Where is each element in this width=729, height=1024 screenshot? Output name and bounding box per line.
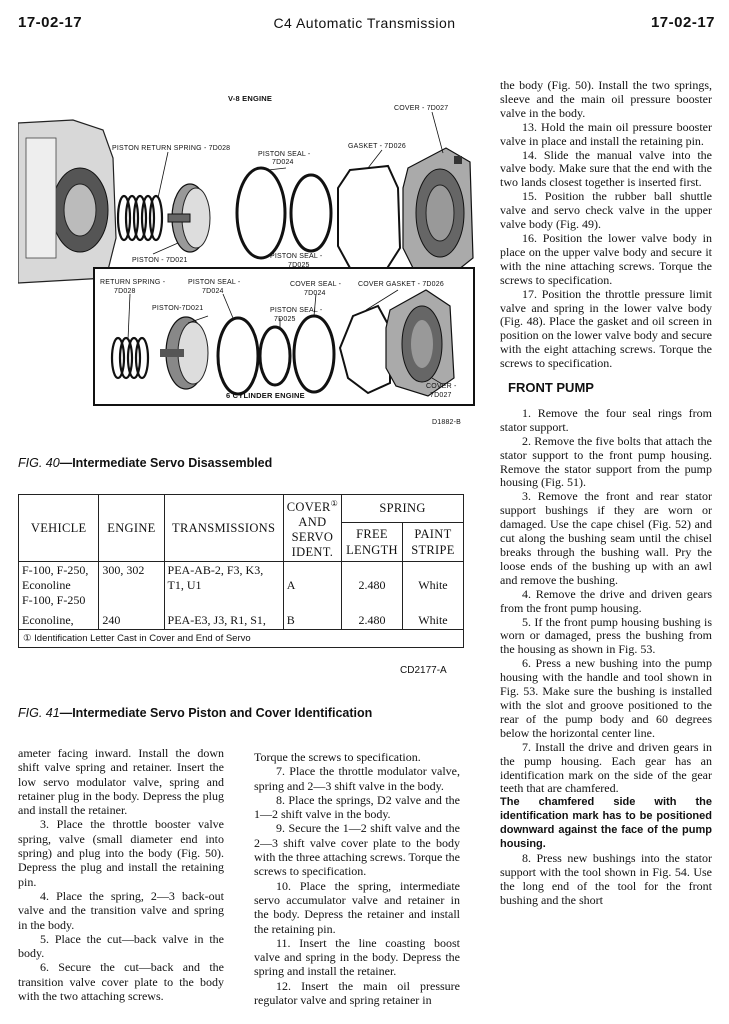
header-spring: SPRING <box>342 495 464 523</box>
paragraph: 12. Insert the main oil pressure regulator valve and spring retainer in <box>254 978 460 1008</box>
figure-40-illustration <box>18 78 478 433</box>
cell-paint: White <box>402 609 463 630</box>
paragraph: 7. Place the throttle modulator valve, spring and 2—3 shift valve in the body. <box>254 764 460 793</box>
cell-transmissions: PEA-E3, J3, R1, S1, <box>164 609 283 630</box>
v8-engine-label: V-8 ENGINE <box>228 94 273 103</box>
paragraph: ameter facing inward. Install the down shift valve spring and retainer. Insert the low servo modulator valve, spring and retainer plug in the body. Depress the plug and install the retainer. <box>18 746 224 818</box>
paragraph: 3. Remove the front and rear stator support bushings if they are worn or damaged. Use the cape chisel (Fig. 52) and cut along the bushing seam until the chisel breaks through the bushing wall. Pry the loose ends of the bushing up with an awl and remove the bushing. <box>500 489 712 587</box>
header-free-length: FREE LENGTH <box>342 523 403 562</box>
servo-exploded-diagram <box>18 78 478 433</box>
paragraph: 6. Press a new bushing into the pump housing with the handle and tool shown in Fig. 53. Make sure the bushing is installed with the slot and groove positioned to the rear of the pump body and 60 degrees below the horizontal center line. <box>500 656 712 740</box>
piston-seal-c-label-2: 7D025 <box>274 316 296 323</box>
cell-free-length: 2.480 <box>342 562 403 610</box>
cell-vehicle: F-100, F-250, Econoline F-100, F-250 <box>19 562 99 610</box>
page-number-right: 17-02-17 <box>650 14 715 31</box>
servo-identification-table <box>18 494 464 648</box>
cell-ident: A <box>283 562 341 610</box>
paragraph: 8. Place the springs, D2 valve and the 1—2 shift valve in the body. <box>254 792 460 822</box>
text-column-2 <box>254 750 460 1007</box>
figure-40-number: FIG. 40 <box>18 456 60 470</box>
table-footnote: ① Identification Letter Cast in Cover and End of Servo <box>19 630 464 648</box>
paragraph: 5. Place the cut—back valve in the body. <box>18 931 224 961</box>
paragraph: 10. Place the spring, intermediate servo accumulator valve and retainer in the body. Depress the retainer and install the retaining pin. <box>254 878 460 936</box>
cell-transmissions: PEA-AB-2, F3, K3, T1, U1 <box>164 562 283 610</box>
paragraph: the body (Fig. 50). Install the two springs, sleeve and the main oil pressure booster valve in the body. <box>500 78 712 120</box>
cover-b-label-1: COVER - <box>426 383 457 390</box>
section-heading-front-pump: FRONT PUMP <box>508 380 594 396</box>
cell-engine: 240 <box>99 609 164 630</box>
piston-seal-top-label-1: PISTON SEAL - <box>258 151 311 158</box>
piston-seal-c-label-1: PISTON SEAL - <box>270 307 323 314</box>
paragraph: 15. Position the rubber ball shuttle valve and servo check valve in the upper valve body (Fig. 49). <box>500 189 712 232</box>
figure-40-caption <box>18 456 272 470</box>
figure-40-title: —Intermediate Servo Disassembled <box>59 456 273 470</box>
table-row <box>19 609 464 630</box>
return-spring-label-2: 7D028 <box>114 288 136 295</box>
piston-b-label: PISTON-7D021 <box>152 305 204 312</box>
paragraph: 13. Hold the main oil pressure booster valve in place and install the retaining pin. <box>500 119 712 148</box>
paragraph: 4. Place the spring, 2—3 back-out valve and the transition valve and spring in the body. <box>18 888 224 932</box>
cover-gasket-label: COVER GASKET - 7D026 <box>358 281 444 288</box>
header-paint-stripe: PAINT STRIPE <box>402 523 463 562</box>
cell-free-length: 2.480 <box>342 609 403 630</box>
paragraph: 14. Slide the manual valve into the valve body. Make sure that the end with the two lands closest together is inserted first. <box>500 147 712 190</box>
cover-seal-label-1: COVER SEAL - <box>290 281 342 288</box>
cell-vehicle: Econoline, <box>19 609 99 630</box>
piston-seal-b-label-2: 7D024 <box>202 288 224 295</box>
header-engine: ENGINE <box>99 495 164 562</box>
paragraph: 5. If the front pump housing bushing is worn or damaged, press the bushing from the housing as shown in Fig. 53. <box>500 614 712 657</box>
paragraph: 7. Install the drive and driven gears in the pump housing. Each gear has an identification mark on the side of the gear teeth that are chamfered. <box>500 739 712 796</box>
paragraph: 8. Press new bushings into the stator support with the tool shown in Fig. 54. Use the long end of the tool for the front bushing and the short <box>500 850 712 907</box>
paragraph: 3. Place the throttle booster valve spring, valve (small diameter end into spring) and plug into the body (Fig. 50). Depress the plug and install the retaining pin. <box>18 817 224 889</box>
cover-seal-label-2: 7D024 <box>304 290 326 297</box>
text-column-1 <box>18 746 224 1003</box>
table-row <box>19 562 464 610</box>
text-column-3 <box>500 79 712 908</box>
paragraph: Torque the screws to specification. <box>254 750 421 764</box>
piston-seal-top-label-2: 7D024 <box>272 159 294 166</box>
paragraph: 1. Remove the four seal rings from stator support. <box>500 405 712 434</box>
figure-41-caption <box>18 706 372 720</box>
paragraph: 17. Position the throttle pressure limit valve and spring in the lower valve body (Fig. 48). Place the gasket and oil screen in position on the lower valve body and secure with the eight attaching screws. Torque the screws to specification. <box>500 286 712 371</box>
header-vehicle: VEHICLE <box>19 495 99 562</box>
cell-ident: B <box>283 609 341 630</box>
cover-label: COVER - 7D027 <box>394 105 449 112</box>
paragraph: 16. Position the lower valve body in place on the upper valve body and secure it with the nine attaching screws. Torque the screws to specification. <box>500 230 712 287</box>
gasket-label: GASKET - 7D026 <box>348 143 406 150</box>
cover-b-label-2: 7D027 <box>430 392 452 399</box>
piston-label: PISTON - 7D021 <box>132 257 188 264</box>
piston-seal-b-label-1: PISTON SEAL - <box>188 279 241 286</box>
emphasis-paragraph: The chamfered side with the identification mark has to be positioned downward against the face of the pump housing. <box>500 796 712 851</box>
paragraph: 2. Remove the five bolts that attach the stator support to the front pump housing. Remove the stator support from the pump housing (Fig. 51). <box>500 433 712 490</box>
table-code: CD2177-A <box>400 665 447 676</box>
figure-41-title: —Intermediate Servo Piston and Cover Identification <box>59 706 373 720</box>
header-transmissions: TRANSMISSIONS <box>164 495 283 562</box>
paragraph: 11. Insert the line coasting boost valve and spring in the body. Depress the spring and install the retainer. <box>254 935 460 979</box>
paragraph: 4. Remove the drive and driven gears from the front pump housing. <box>500 586 712 615</box>
cell-paint: White <box>402 562 463 610</box>
piston-return-spring-label: PISTON RETURN SPRING - 7D028 <box>112 145 231 152</box>
piston-seal-bottom-label-1: PISTON SEAL - <box>270 253 323 260</box>
header-cover-servo-ident: COVER① AND SERVO IDENT. <box>283 495 341 562</box>
paragraph: 6. Secure the cut—back and the transition valve cover plate to the body with the two attaching screws. <box>18 960 224 1004</box>
page-header-title: C4 Automatic Transmission <box>273 15 456 31</box>
paragraph: 9. Secure the 1—2 shift valve and the 2—3 shift valve cover plate to the body with the three attaching screws. Torque the screws to specification. <box>254 821 460 879</box>
piston-seal-bottom-label-2: 7D025 <box>288 262 310 269</box>
figure-41-number: FIG. 41 <box>18 706 60 720</box>
six-cylinder-engine-label: 6 CYLINDER ENGINE <box>226 391 305 400</box>
page-number-left: 17-02-17 <box>18 14 83 31</box>
cell-engine: 300, 302 <box>99 562 164 610</box>
return-spring-label-1: RETURN SPRING - <box>100 279 166 286</box>
figure-40-code: D1882-B <box>432 419 462 426</box>
